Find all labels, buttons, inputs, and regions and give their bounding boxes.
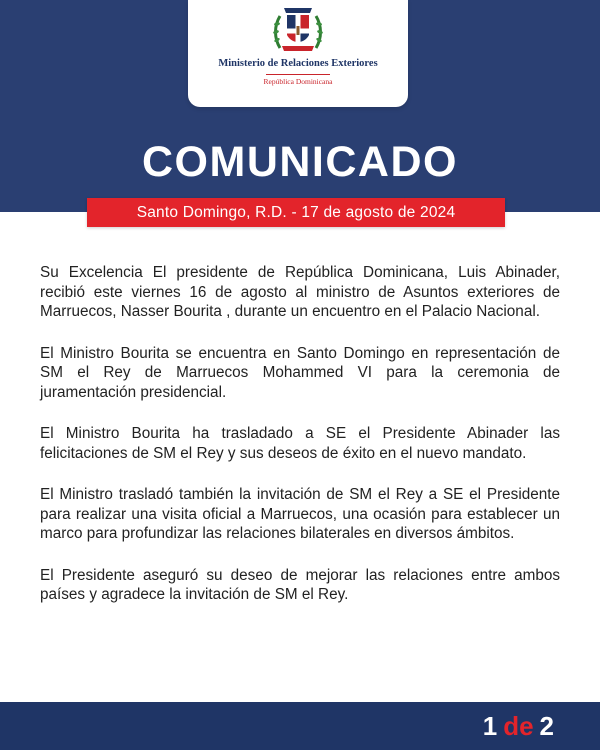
page-total: 2: [539, 711, 554, 741]
paragraph: El Presidente aseguró su deseo de mejorar las relaciones entre ambos países y agradece la invitación de SM el Rey.: [40, 566, 560, 603]
paragraph: Su Excelencia El presidente de República Dominicana, Luis Abinader, recibió este viernes 16 de agosto al ministro de Asuntos exteriores de Marruecos, Nasser Bourita , durante un encuentro en el Palacio Nacional.: [40, 264, 560, 320]
page-counter: [483, 711, 554, 742]
paragraph: El Ministro trasladó también la invitación de SM el Rey a SE el Presidente para realizar una visita oficial a Marruecos, una ocasión para establecer un marco para profundizar las relaciones bilaterales en diversos ámbitos.: [40, 486, 560, 542]
paragraph: El Ministro Bourita se encuentra en Santo Domingo en representación de SM el Rey de Marruecos Mohammed VI para la ceremonia de juramentación presidencial.: [40, 344, 560, 401]
dominican-coat-of-arms-icon: [270, 4, 326, 56]
date-banner: [87, 198, 505, 227]
ministry-name: Ministerio de Relaciones Exteriores: [218, 58, 378, 69]
page-title: COMUNICADO: [142, 138, 458, 186]
logo-divider: [266, 74, 330, 75]
ministry-logo-card: [188, 0, 408, 107]
communique-body: [40, 263, 560, 627]
page-current: 1: [482, 711, 498, 741]
page-separator: de: [503, 711, 534, 741]
footer-band: [0, 702, 600, 750]
republic-name: República Dominicana: [263, 77, 333, 86]
date-line: Santo Domingo, R.D. - 17 de agosto de 2024: [136, 204, 456, 221]
paragraph: El Ministro Bourita ha trasladado a SE el Presidente Abinader las felicitaciones de SM el Rey y sus deseos de éxito en el nuevo mandato.: [40, 425, 560, 462]
